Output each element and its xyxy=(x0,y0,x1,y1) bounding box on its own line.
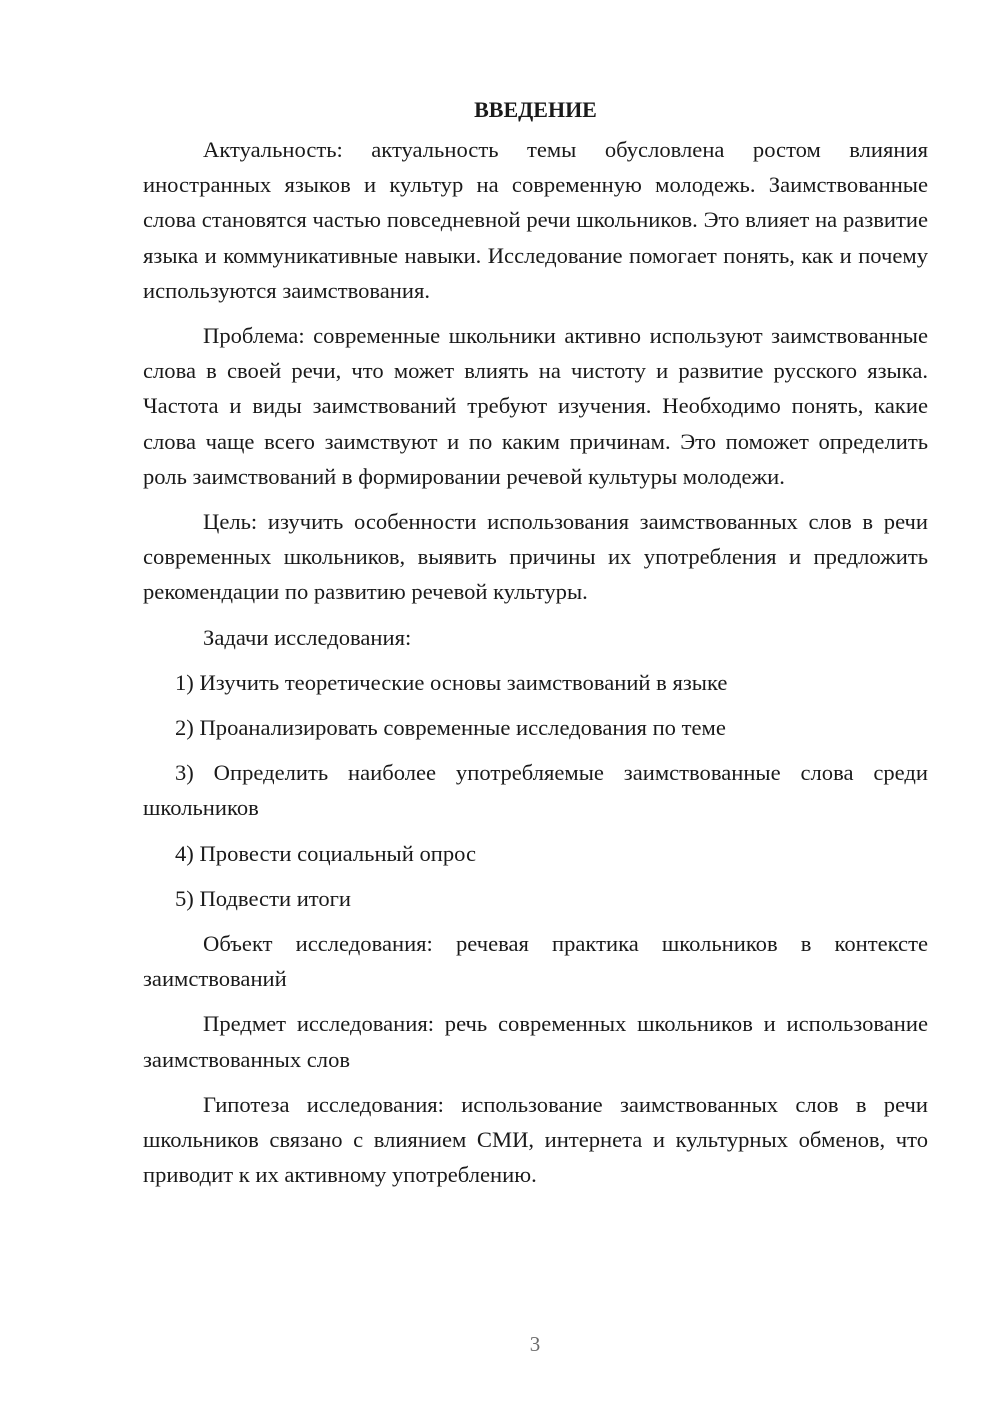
problem-paragraph: Проблема: современные школьники активно используют заимствованные слова в своей речи, что может влиять на чистоту и развитие русского языка. Частота и виды заимствований требуют изучения. Необходимо понять, какие слова чаще всего заимствуют и по каким причинам. Это поможет определить роль заимствований в формировании речевой культуры молодежи. xyxy=(143,323,928,489)
task-item: 2) Проанализировать современные исследования по теме xyxy=(175,715,726,741)
object-paragraph: Объект исследования: речевая практика школьников в контексте заимствований xyxy=(143,931,928,992)
subject-paragraph: Предмет исследования: речь современных школьников и использование заимствованных слов xyxy=(143,1011,928,1072)
tasks-heading: Задачи исследования: xyxy=(203,624,412,650)
goal-paragraph: Цель: изучить особенности использования заимствованных слов в речи современных школьников, выявить причины их употребления и предложить рекомендации по развитию речевой культуры. xyxy=(143,509,928,605)
task-item: 5) Подвести итоги xyxy=(175,885,352,911)
task-item: 3) Определить наиболее употребляемые заимствованные слова среди школьников xyxy=(143,760,928,821)
task-item: 4) Провести социальный опрос xyxy=(175,840,477,866)
task-item: 1) Изучить теоретические основы заимствований в языке xyxy=(175,669,728,695)
page-number: 3 xyxy=(529,1332,541,1356)
document-page xyxy=(143,92,928,1202)
section-heading: ВВЕДЕНИЕ xyxy=(474,97,597,122)
relevance-paragraph: Актуальность: актуальность темы обусловлена ростом влияния иностранных языков и культур на современную молодежь. Заимствованные слова становятся частью повседневной речи школьников. Это влияет на развитие языка и коммуникативные навыки. Исследование помогает понять, как и почему используются заимствования. xyxy=(143,137,928,303)
hypothesis-paragraph: Гипотеза исследования: использование заимствованных слов в речи школьников связано с влиянием СМИ, интернета и культурных обменов, что приводит к их активному употреблению. xyxy=(143,1091,928,1188)
